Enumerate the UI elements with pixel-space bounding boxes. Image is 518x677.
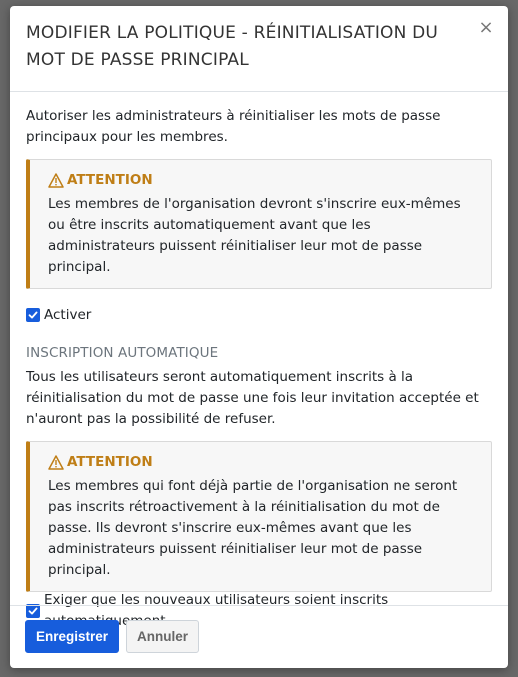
callout-title-text: ATTENTION	[67, 172, 153, 188]
callout-title	[48, 452, 477, 472]
enable-policy-checkbox[interactable]	[26, 308, 40, 322]
check-icon	[28, 310, 38, 320]
callout-text: Les membres qui font déjà partie de l'organisation ne seront pas inscrits rétroactivement à la réinitialisation du mot de passe. Ils devront s'inscrire eux-mêmes avant que les administrateurs puissent réinitialiser leur mot de passe principal.	[48, 478, 458, 578]
close-icon[interactable]: ×	[478, 17, 494, 38]
dialog-title: MODIFIER LA POLITIQUE - RÉINITIALISATION DU MOT DE PASSE PRINCIPAL	[26, 23, 439, 70]
close-button[interactable]	[476, 18, 496, 38]
save-button[interactable]: Enregistrer	[25, 620, 119, 653]
warning-callout-2	[26, 441, 492, 592]
callout-title-text: ATTENTION	[67, 454, 153, 470]
dialog-header	[10, 6, 508, 92]
auto-enroll-description: Tous les utilisateurs seront automatiquement inscrits à la réinitialisation du mot de passe une fois leur invitation acceptée et n'auront pas la possibilité de refuser.	[26, 369, 479, 427]
auto-enroll-heading: INSCRIPTION AUTOMATIQUE	[26, 345, 219, 361]
cancel-button[interactable]: Annuler	[126, 620, 199, 653]
policy-description: Autoriser les administrateurs à réinitialiser les mots de passe principaux pour les membres.	[26, 108, 441, 145]
enable-policy-checkbox-row[interactable]	[26, 304, 492, 326]
enable-policy-label[interactable]: Activer	[44, 306, 92, 323]
warning-triangle-icon	[48, 455, 64, 470]
edit-policy-dialog	[10, 6, 508, 668]
warning-callout-1	[26, 159, 492, 289]
dialog-body	[10, 92, 508, 622]
callout-text: Les membres de l'organisation devront s'inscrire eux-mêmes ou être inscrits automatiquement avant que les administrateurs puissent réinitialiser leur mot de passe principal.	[48, 196, 461, 275]
dialog-footer	[10, 605, 508, 668]
require-auto-enroll-label[interactable]: Exiger que les nouveaux utilisateurs soient inscrits	[44, 592, 389, 608]
warning-triangle-icon	[48, 173, 64, 188]
callout-title	[48, 170, 477, 190]
